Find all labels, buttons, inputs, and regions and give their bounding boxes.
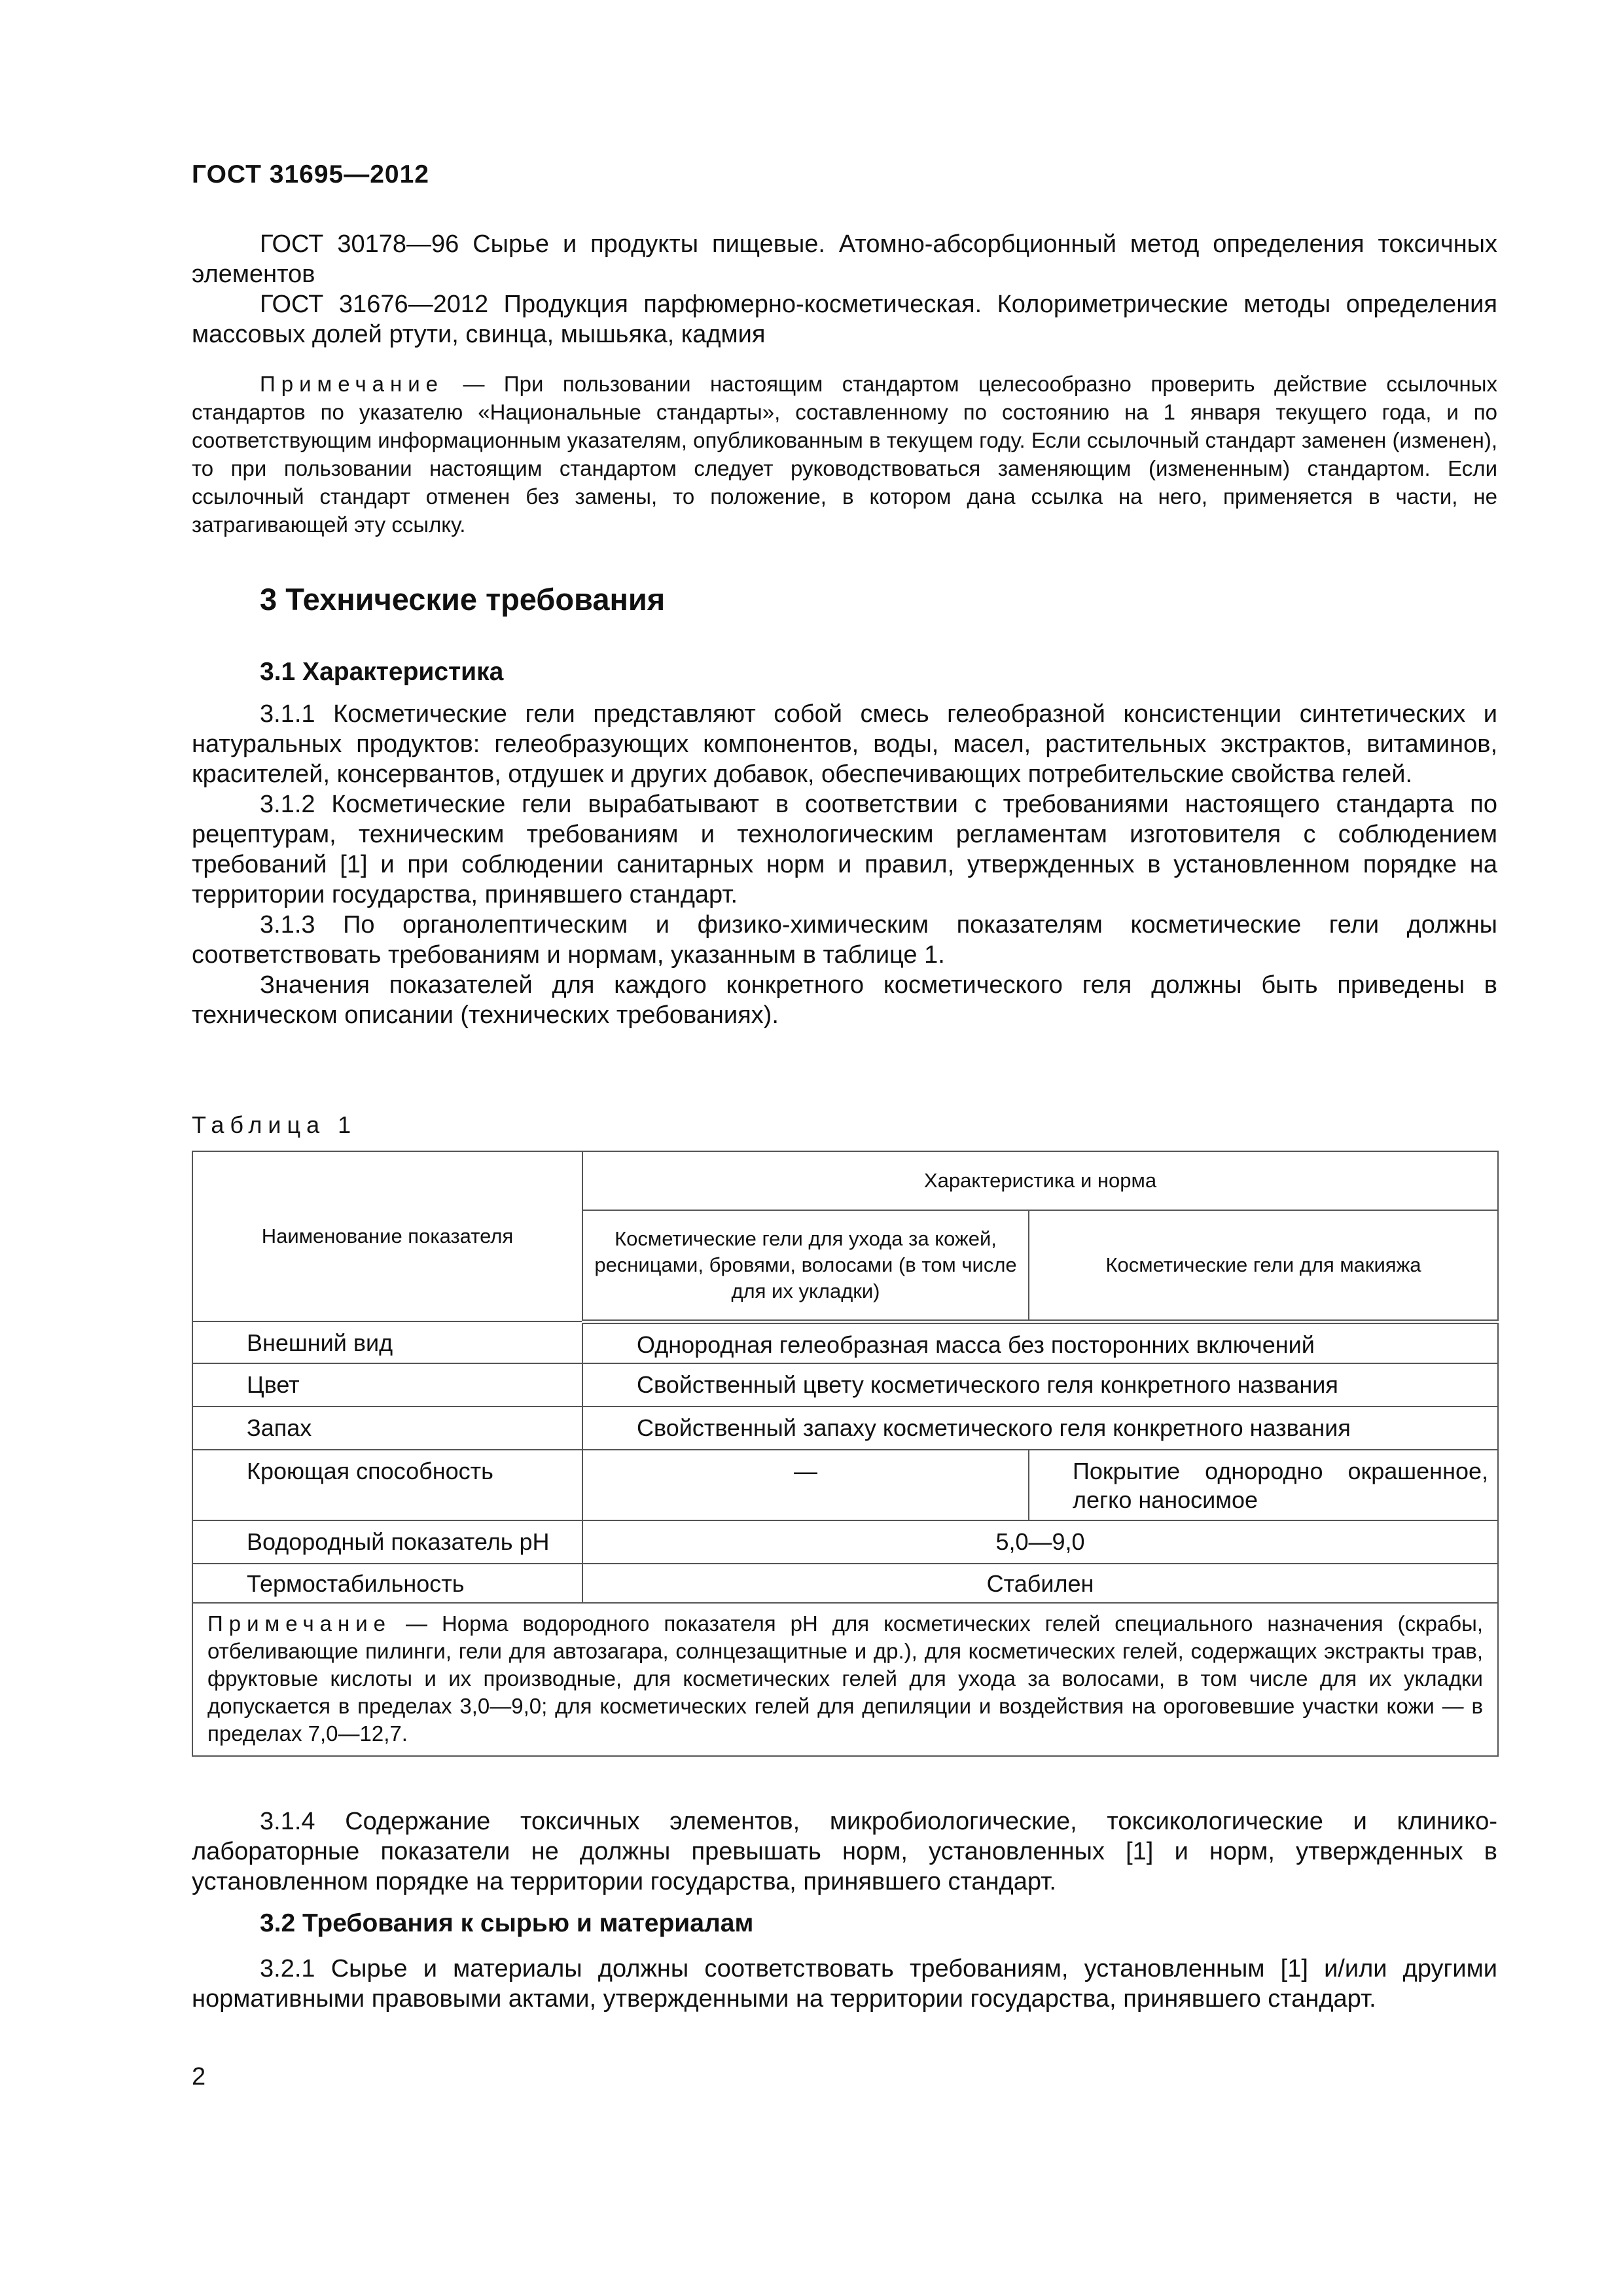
subsection-title: 3.1 Характеристика: [260, 658, 504, 686]
row-name: Водородный показатель pH: [192, 1520, 582, 1564]
header-indicator-name: Наименование показателя: [192, 1151, 582, 1321]
row-value-care: —: [582, 1450, 1029, 1520]
section-body-3: [192, 1954, 1497, 2014]
row-name: Кроющая способность: [192, 1450, 582, 1520]
note-label: Примечание: [260, 372, 444, 396]
row-value: Свойственный цвету косметического геля конкретного названия: [582, 1363, 1498, 1407]
row-value: Однородная гелеобразная масса без посторонних включений: [582, 1321, 1498, 1363]
table-row: [192, 1363, 1498, 1407]
table-row: [192, 1450, 1498, 1520]
header-makeup-gels: Косметические гели для макияжа: [1029, 1210, 1498, 1321]
table-row: [192, 1321, 1498, 1363]
table-1: [192, 1151, 1499, 1757]
paragraph-3-1-3: 3.1.3 По органолептическим и физико-химическим показателям косметические гели должны соответствовать требованиям и нормам, указанным в таблице 1.: [192, 911, 1497, 969]
note-paragraph: [192, 370, 1497, 539]
table-note-row: [192, 1603, 1498, 1756]
header-care-gels: Косметические гели для ухода за кожей, ресницами, бровями, волосами (в том числе для их укладки): [582, 1210, 1029, 1321]
paragraph-3-1-2: 3.1.2 Косметические гели вырабатывают в соответствии с требованиями настоящего стандарта по рецептурам, техническим требованиям и технологическим регламентам изготовителя с соблюдением требований [1] и при соблюдении санитарных норм и правил, утвержденных в установленном порядке на территории государства, принявшего стандарт.: [192, 791, 1497, 908]
table-row: [192, 1520, 1498, 1564]
table-note-label: Примечание: [207, 1611, 392, 1636]
table-caption: Таблица 1: [192, 1111, 357, 1138]
row-value: Свойственный запаху косметического геля конкретного названия: [582, 1407, 1498, 1450]
row-name: Цвет: [192, 1363, 582, 1407]
reference-item: ГОСТ 30178—96 Сырье и продукты пищевые. Атомно-абсорбционный метод определения токсичных элементов: [192, 230, 1497, 288]
paragraph-3-1-1: 3.1.1 Косметические гели представляют собой смесь гелеобразной консистенции синтетических и натуральных продуктов: гелеобразующих компонентов, воды, масел, растительных экстрактов, витаминов, красителей, консервантов, отдушек и других добавок, обеспечивающих потребительские свойства гелей.: [192, 700, 1497, 788]
paragraph-3-1-4: 3.1.4 Содержание токсичных элементов, микробиологические, токсикологические и клинико-лабораторные показатели не должны превышать норм, установленных [1] и норм, утвержденных в установленном порядке на территории государства, принявшего стандарт.: [192, 1808, 1497, 1895]
table-note-text: — Норма водородного показателя pH для косметических гелей специального назначения (скрабы, отбеливающие пилинги, гели для автозагара, солнцезащитные и др.), для косметических гелей, содержащих экстракты трав, фруктовые кислоты и их производные, для косметических гелей для ухода за волосами, в том числе для их укладки допускается в пределах 3,0—9,0; для косметических гелей для депиляции и воздействия на ороговевшие участки кожи — в пределах 7,0—12,7.: [207, 1611, 1483, 1746]
row-value: 5,0—9,0: [582, 1520, 1498, 1564]
row-value-makeup: Покрытие однородно окрашенное, легко наносимое: [1029, 1450, 1498, 1520]
page-number: 2: [192, 2063, 206, 2090]
paragraph-3-2-1: 3.2.1 Сырье и материалы должны соответствовать требованиям, установленным [1] и/или другими нормативными правовыми актами, утвержденными на территории государства, принявшего стандарт.: [192, 1955, 1497, 2013]
document-code: ГОСТ 31695—2012: [192, 160, 429, 188]
header-characteristic: Характеристика и норма: [582, 1151, 1498, 1210]
section-body-2: [192, 1806, 1497, 1897]
section-title: 3 Технические требования: [260, 582, 666, 617]
reference-item: ГОСТ 31676—2012 Продукция парфюмерно-косметическая. Колориметрические методы определения массовых долей ртути, свинца, мышьяка, кадмия: [192, 291, 1497, 348]
paragraph-3-1-3-values: Значения показателей для каждого конкретного косметического геля должны быть приведены в техническом описании (технических требованиях).: [192, 971, 1497, 1029]
table-row: [192, 1564, 1498, 1603]
row-name: Термостабильность: [192, 1564, 582, 1603]
note-block: [192, 370, 1497, 539]
subsection-title: 3.2 Требования к сырью и материалам: [260, 1909, 754, 1937]
table-note: [192, 1603, 1498, 1756]
note-text: — При пользовании настоящим стандартом целесообразно проверить действие ссылочных стандартов по указателю «Национальные стандарты», составленному по состоянию на 1 января текущего года, и по соответствующим информационным указателям, опубликованным в текущем году. Если ссылочный стандарт заменен (изменен), то при пользовании настоящим стандартом следует руководствоваться заменяющим (измененным) стандартом. Если ссылочный стандарт отменен без замены, то положение, в котором дана ссылка на него, применяется в части, не затрагивающей эту ссылку.: [192, 372, 1497, 537]
row-value: Стабилен: [582, 1564, 1498, 1603]
references-block: [192, 229, 1497, 350]
section-body: [192, 699, 1497, 1030]
row-name: Внешний вид: [192, 1321, 582, 1363]
row-name: Запах: [192, 1407, 582, 1450]
table-row: [192, 1407, 1498, 1450]
